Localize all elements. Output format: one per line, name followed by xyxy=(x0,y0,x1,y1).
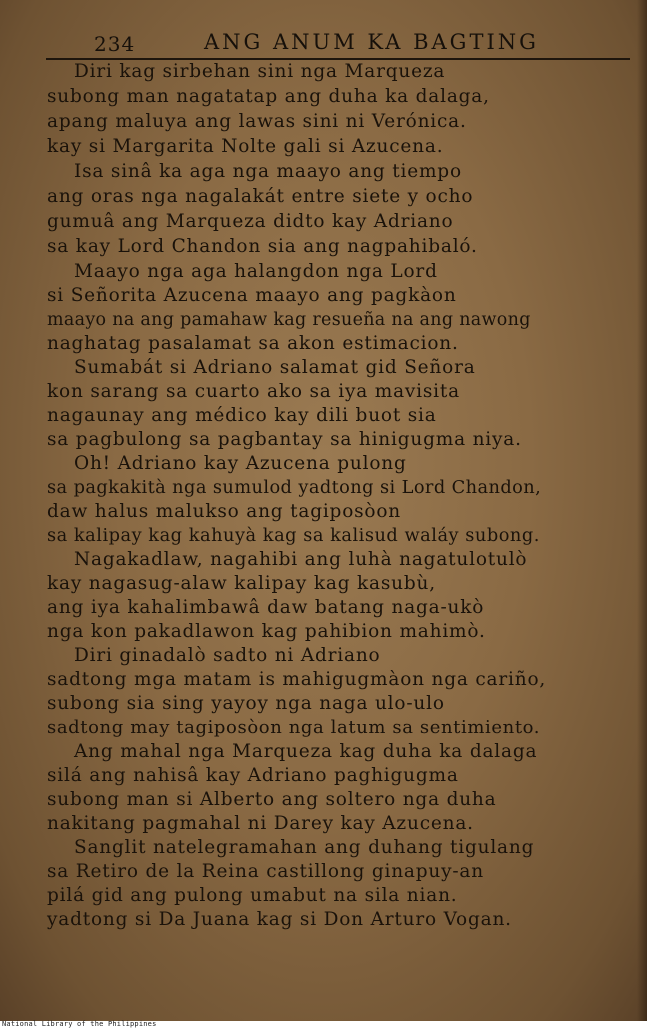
text-line: nakitang pagmahal ni Darey kay Azucena. xyxy=(47,813,474,834)
running-title: ANG ANUM KA BAGTING xyxy=(204,30,539,54)
text-line: silá ang nahisâ kay Adriano paghigugma xyxy=(47,765,459,786)
text-line: gumuâ ang Marqueza didto kay Adriano xyxy=(47,211,454,232)
text-line: ang oras nga nagalakát entre siete y ocho xyxy=(47,186,474,207)
text-line: pilá gid ang pulong umabut na sila nian. xyxy=(47,885,458,906)
text-line: kay si Margarita Nolte gali si Azucena. xyxy=(47,136,444,157)
text-line: ang iya kahalimbawâ daw batang naga-ukò xyxy=(47,597,485,618)
text-line: Oh! Adriano kay Azucena pulong xyxy=(74,453,407,474)
text-line: maayo na ang pamahaw kag resueña na ang nawong xyxy=(47,310,531,330)
text-line: subong man si Alberto ang soltero nga duha xyxy=(47,789,497,810)
library-credit: National Library of the Philippines xyxy=(2,1020,157,1028)
text-line: sadtong may tagiposòon nga latum sa sentimiento. xyxy=(47,717,541,738)
text-line: naghatag pasalamat sa akon estimacion. xyxy=(47,333,459,354)
text-line: sa kalipay kag kahuyà kag sa kalisud waláy subong. xyxy=(47,525,540,546)
text-line: Isa sinâ ka aga nga maayo ang tiempo xyxy=(74,161,462,182)
page-header xyxy=(46,30,626,60)
text-line: Maayo nga aga halangdon nga Lord xyxy=(74,261,438,282)
text-line: yadtong si Da Juana kag si Don Arturo Vogan. xyxy=(47,909,512,930)
text-line: sa pagbulong sa pagbantay sa hinigugma niya. xyxy=(47,429,522,450)
text-line: daw halus malukso ang tagiposòon xyxy=(47,501,402,522)
text-line: Sumabát si Adriano salamat gid Señora xyxy=(74,357,476,378)
page-edge-shadow xyxy=(637,0,647,1021)
text-line: sadtong mga matam is mahigugmàon nga cariño, xyxy=(47,669,547,690)
text-line: nga kon pakadlawon kag pahibion mahimò. xyxy=(47,621,486,642)
text-line: sa kay Lord Chandon sia ang nagpahibaló. xyxy=(47,236,478,257)
text-line: nagaunay ang médico kay dili buot sia xyxy=(47,405,437,426)
text-line: kon sarang sa cuarto ako sa iya mavisita xyxy=(47,381,460,402)
text-line: si Señorita Azucena maayo ang pagkàon xyxy=(47,285,457,306)
text-line: Diri ginadalò sadto ni Adriano xyxy=(74,645,381,666)
text-line: apang maluya ang lawas sini ni Verónica. xyxy=(47,111,467,132)
text-line: subong sia sing yayoy nga naga ulo-ulo xyxy=(47,693,445,714)
text-line: Nagakadlaw, nagahibi ang luhà nagatulotulò xyxy=(74,549,528,570)
text-line: sa pagkakità nga sumulod yadtong si Lord Chandon, xyxy=(47,477,542,498)
text-line: kay nagasug-alaw kalipay kag kasubù, xyxy=(47,573,436,594)
text-line: Ang mahal nga Marqueza kag duha ka dalaga xyxy=(74,741,538,762)
text-line: Diri kag sirbehan sini nga Marqueza xyxy=(74,61,446,82)
text-line: sa Retiro de la Reina castillong ginapuy-an xyxy=(47,861,484,882)
text-line: subong man nagatatap ang duha ka dalaga, xyxy=(47,86,490,107)
text-line: Sanglit natelegramahan ang duhang tigulang xyxy=(74,837,535,858)
page-number: 234 xyxy=(94,32,136,56)
